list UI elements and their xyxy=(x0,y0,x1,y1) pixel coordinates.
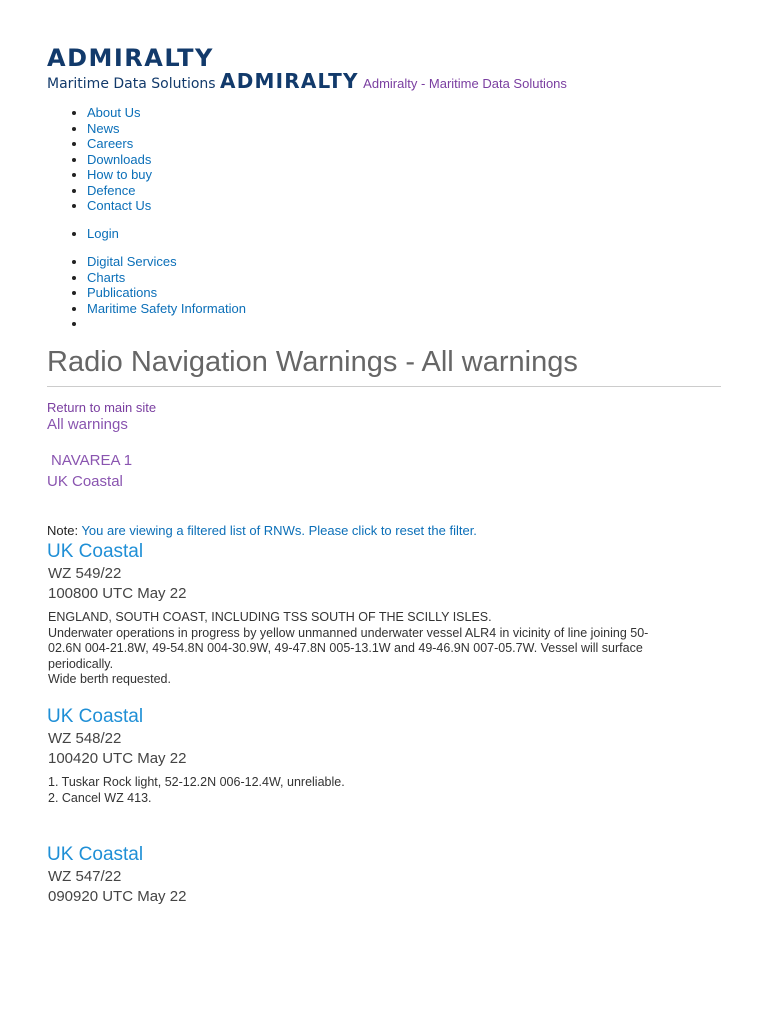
warning-line: periodically. xyxy=(48,656,114,671)
warning-id: WZ 547/22 xyxy=(48,868,122,885)
warning-body xyxy=(48,610,727,688)
nav-item-about-us[interactable] xyxy=(87,105,152,121)
nav-item-news[interactable] xyxy=(87,121,152,137)
nav-item-login[interactable] xyxy=(87,226,119,242)
title-divider xyxy=(47,386,721,387)
nav-link[interactable]: Downloads xyxy=(87,151,152,167)
warning-id: WZ 549/22 xyxy=(48,565,122,582)
nav-link[interactable]: Careers xyxy=(87,136,134,151)
logo-subtitle-text: Maritime Data Solutions xyxy=(47,76,216,92)
nav-item-empty xyxy=(87,316,246,332)
warning-line: 2. Cancel WZ 413. xyxy=(48,790,152,805)
nav-link[interactable]: Charts xyxy=(87,269,126,285)
warning-line: 1. Tuskar Rock light, 52-12.2N 006-12.4W, unreliable. xyxy=(48,775,345,789)
warning-item xyxy=(47,705,727,806)
warning-line: Underwater operations in progress by yellow unmanned underwater vessel ALR4 in vicinity of line joining 50- xyxy=(48,625,649,640)
warning-title-link[interactable]: UK Coastal xyxy=(47,706,144,727)
nav-item-defence[interactable] xyxy=(87,183,152,199)
warning-line: ENGLAND, SOUTH COAST, INCLUDING TSS SOUTH OF THE SCILLY ISLES. xyxy=(48,610,492,624)
logo-alt-text: Admiralty - Maritime Data Solutions xyxy=(363,76,567,91)
filter-note xyxy=(47,523,477,538)
nav-link[interactable]: About Us xyxy=(87,105,141,120)
page-title: Radio Navigation Warnings - All warnings xyxy=(47,346,578,378)
products-nav xyxy=(47,254,246,332)
warning-item xyxy=(47,843,727,907)
warning-datetime: 090920 UTC May 22 xyxy=(48,888,187,905)
nav-link[interactable]: Publications xyxy=(87,285,158,300)
account-nav xyxy=(47,226,119,242)
warning-title-link[interactable]: UK Coastal xyxy=(47,541,144,562)
warning-datetime: 100800 UTC May 22 xyxy=(48,585,187,602)
nav-link[interactable]: Contact Us xyxy=(87,198,152,213)
nav-item-careers[interactable] xyxy=(87,136,152,152)
note-label: Note: xyxy=(47,523,82,538)
warning-id: WZ 548/22 xyxy=(48,730,122,747)
reset-filter-link[interactable]: You are viewing a filtered list of RNWs. Please click to reset the filter. xyxy=(81,523,477,538)
warning-body xyxy=(48,775,727,806)
navarea-1-link[interactable]: NAVAREA 1 xyxy=(51,452,133,469)
warning-item xyxy=(47,540,727,688)
nav-item-how-to-buy[interactable] xyxy=(87,167,152,183)
nav-link[interactable]: Defence xyxy=(87,182,136,198)
nav-item-publications[interactable] xyxy=(87,285,246,301)
warning-line: Wide berth requested. xyxy=(48,672,171,686)
nav-item-maritime-safety-information[interactable] xyxy=(87,301,246,317)
site-logo[interactable] xyxy=(47,44,647,94)
warning-line: 02.6N 004-21.8W, 49-54.8N 004-30.9W, 49-47.8N 005-13.1W and 49-46.9N 007-05.7W. Vessel will surface xyxy=(48,641,643,655)
nav-item-digital-services[interactable] xyxy=(87,254,246,270)
warning-datetime: 100420 UTC May 22 xyxy=(48,750,187,767)
primary-nav xyxy=(47,105,152,214)
all-warnings-link[interactable]: All warnings xyxy=(47,416,128,433)
logo-subtitle xyxy=(47,69,567,93)
nav-link[interactable]: Digital Services xyxy=(87,254,177,269)
nav-link[interactable]: How to buy xyxy=(87,167,153,182)
return-to-main-site-link[interactable]: Return to main site xyxy=(47,400,157,415)
nav-item-contact-us[interactable] xyxy=(87,198,152,214)
nav-item-charts[interactable] xyxy=(87,270,246,286)
nav-item-downloads[interactable] xyxy=(87,152,152,168)
warning-title-link[interactable]: UK Coastal xyxy=(47,844,144,865)
nav-link[interactable]: Maritime Safety Information xyxy=(87,300,246,316)
login-link[interactable]: Login xyxy=(87,226,119,241)
uk-coastal-filter-link[interactable]: UK Coastal xyxy=(47,473,123,490)
logo-wordmark: ADMIRALTY xyxy=(47,44,214,72)
logo-alt-brand: ADMIRALTY xyxy=(220,69,359,93)
nav-link[interactable]: News xyxy=(87,120,120,136)
